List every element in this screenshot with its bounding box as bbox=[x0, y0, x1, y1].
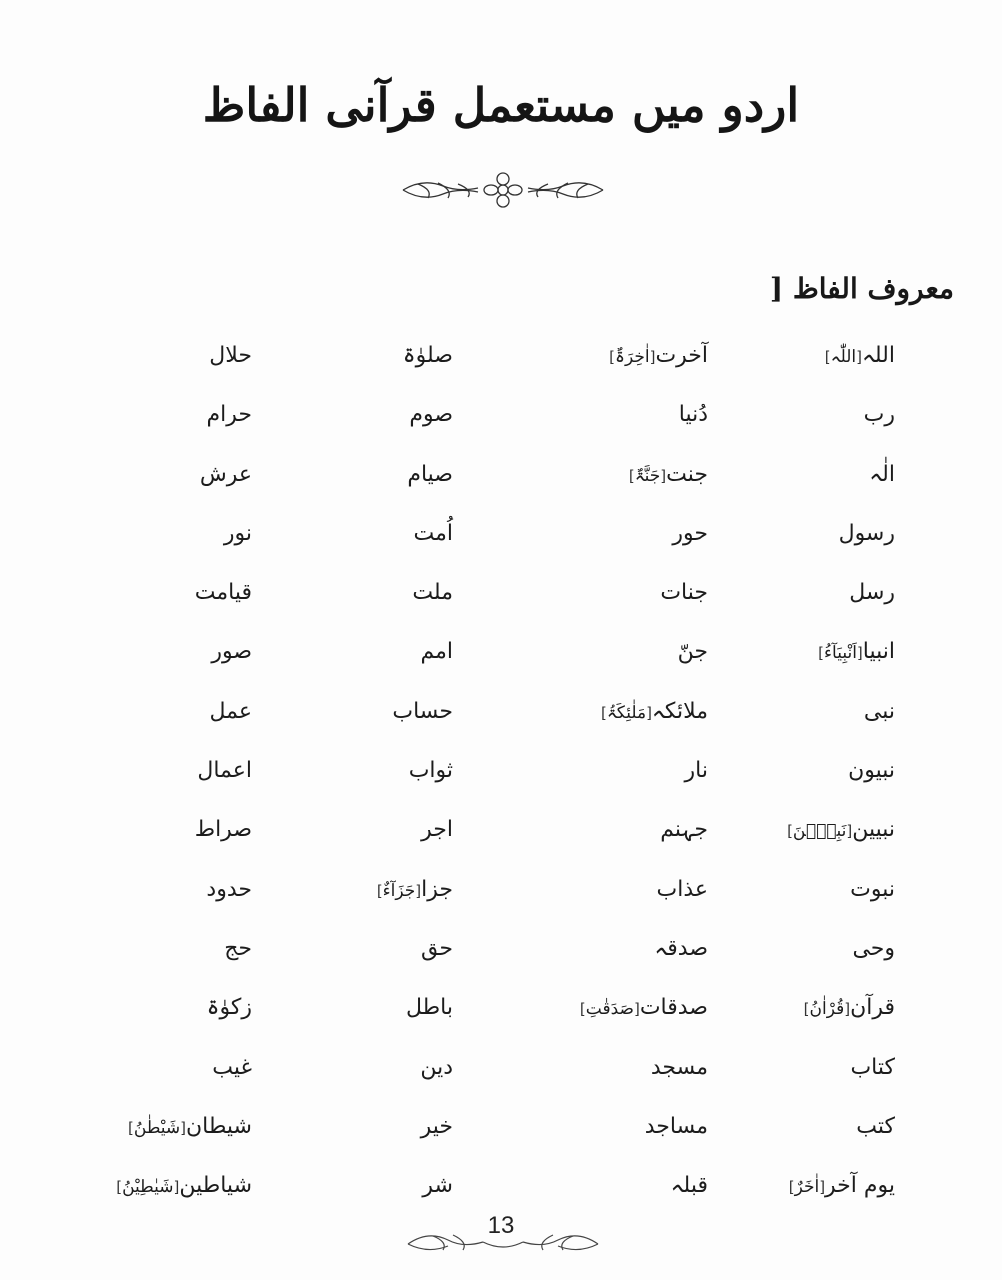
urdu-word: حرام bbox=[206, 402, 252, 428]
bracket-close: ] bbox=[818, 644, 825, 663]
urdu-word: صدقہ bbox=[654, 935, 708, 961]
section-heading: معروف الفاظ [ bbox=[769, 272, 954, 305]
word-cell bbox=[224, 514, 252, 554]
word-cell bbox=[654, 929, 708, 969]
word-cell bbox=[789, 1166, 895, 1207]
word-row bbox=[0, 632, 1002, 691]
urdu-word: جنات bbox=[660, 580, 708, 606]
word-row bbox=[0, 988, 1002, 1047]
word-cell bbox=[848, 751, 895, 791]
bracket-open: [ bbox=[649, 348, 656, 366]
urdu-word: الٰہ bbox=[869, 461, 895, 487]
word-cell bbox=[206, 870, 252, 910]
urdu-word: ثواب bbox=[408, 758, 453, 784]
word-cell bbox=[849, 573, 895, 613]
urdu-word: آخرت bbox=[655, 343, 708, 368]
bracket-open: [ bbox=[856, 644, 863, 663]
word-cell bbox=[839, 514, 895, 554]
urdu-word: صدقات bbox=[639, 995, 708, 1021]
urdu-word: عذاب bbox=[656, 876, 708, 902]
urdu-word: اعمال bbox=[197, 758, 252, 784]
urdu-word: شیاطین bbox=[179, 1173, 252, 1199]
quranic-spelling: اٰخِرَۃٌ bbox=[615, 347, 650, 367]
word-cell bbox=[850, 1048, 895, 1088]
urdu-word: دُنیا bbox=[678, 402, 708, 428]
word-row bbox=[0, 692, 1002, 751]
word-cell bbox=[869, 455, 895, 495]
word-cell bbox=[377, 870, 453, 911]
word-cell bbox=[407, 455, 453, 495]
word-cell bbox=[601, 692, 708, 733]
urdu-word: یوم آخر bbox=[825, 1173, 895, 1199]
bracket-open: [ bbox=[844, 1000, 851, 1019]
page-number: 13 bbox=[487, 1212, 515, 1239]
urdu-word: رب bbox=[863, 402, 895, 428]
quranic-spelling: مَلٰئِکَۃُ bbox=[606, 702, 647, 723]
word-cell bbox=[403, 336, 453, 376]
word-cell bbox=[421, 1107, 453, 1147]
quranic-spelling: شَیْطٰنُ bbox=[133, 1117, 181, 1138]
urdu-word: باطل bbox=[406, 995, 453, 1021]
bracket-open: [ bbox=[173, 1178, 180, 1197]
quranic-spelling: شَیٰطِیْنُ bbox=[122, 1177, 174, 1198]
quranic-spelling: نَبِیّٖنَ bbox=[792, 821, 847, 842]
urdu-word: رسل bbox=[849, 580, 895, 606]
urdu-word: مساجد bbox=[644, 1113, 708, 1139]
word-cell bbox=[660, 573, 708, 613]
quranic-spelling: صَدَقٰتِ bbox=[585, 999, 634, 1020]
word-cell bbox=[406, 988, 453, 1028]
word-cell bbox=[420, 632, 453, 672]
urdu-word: عرش bbox=[199, 461, 252, 487]
bracket-close: ] bbox=[824, 348, 831, 366]
word-cell bbox=[207, 395, 252, 435]
word-cell bbox=[685, 751, 708, 791]
urdu-word: جنت bbox=[666, 461, 708, 487]
word-cell bbox=[580, 988, 708, 1029]
urdu-word: انبیا bbox=[862, 639, 895, 665]
word-row bbox=[0, 870, 1002, 929]
bracket-open: [ bbox=[856, 348, 862, 366]
bracket-close: ] bbox=[788, 1178, 795, 1197]
urdu-word: صور bbox=[211, 639, 252, 665]
word-row bbox=[0, 395, 1002, 454]
urdu-word: صوم bbox=[409, 402, 453, 428]
urdu-word: شیطان bbox=[186, 1113, 252, 1139]
word-cell bbox=[679, 395, 708, 435]
word-row bbox=[0, 1048, 1002, 1107]
bracket-close: ] bbox=[803, 1000, 810, 1019]
urdu-word: نور bbox=[223, 520, 252, 546]
bracket-close: ] bbox=[787, 822, 793, 841]
urdu-word: نبیون bbox=[848, 758, 895, 784]
urdu-word: وحی bbox=[852, 935, 895, 961]
word-cell bbox=[195, 573, 252, 613]
word-cell bbox=[209, 336, 252, 376]
urdu-word: شر bbox=[422, 1173, 453, 1199]
word-cell bbox=[864, 692, 895, 732]
word-cell bbox=[852, 929, 895, 969]
word-cell bbox=[207, 988, 252, 1028]
word-cell bbox=[128, 1107, 252, 1148]
urdu-word: جنّ bbox=[677, 639, 708, 665]
word-cell bbox=[825, 336, 895, 377]
bracket-open: [ bbox=[660, 466, 667, 485]
word-cell bbox=[671, 1166, 708, 1206]
bracket-open: [ bbox=[819, 1178, 826, 1197]
urdu-word: اللہ bbox=[862, 343, 895, 368]
word-row bbox=[0, 810, 1002, 869]
urdu-word: کتاب bbox=[850, 1054, 895, 1080]
quranic-spelling: اَنْبِیَآءُ bbox=[824, 643, 857, 664]
urdu-word: نار bbox=[684, 758, 708, 784]
word-cell bbox=[414, 514, 454, 554]
urdu-word: ملائکہ bbox=[651, 698, 708, 724]
urdu-word: حدود bbox=[206, 876, 252, 902]
urdu-word: حق bbox=[421, 935, 453, 961]
bracket-open: [ bbox=[415, 881, 422, 900]
word-cell bbox=[672, 514, 708, 554]
word-cell bbox=[212, 1048, 252, 1088]
bracket-open: [ bbox=[846, 822, 853, 841]
urdu-word: حلال bbox=[209, 343, 252, 368]
urdu-word: امم bbox=[420, 639, 453, 665]
urdu-word: جہنم bbox=[660, 817, 708, 843]
urdu-word: دین bbox=[420, 1054, 453, 1080]
bracket-close: ] bbox=[116, 1178, 123, 1197]
floral-ornament-icon bbox=[398, 170, 608, 210]
word-cell bbox=[678, 632, 708, 672]
word-cell bbox=[651, 1048, 708, 1088]
urdu-word: حور bbox=[672, 520, 708, 546]
urdu-word: حج bbox=[224, 935, 252, 961]
word-cell bbox=[645, 1107, 708, 1147]
word-cell bbox=[116, 1166, 252, 1207]
urdu-word: عمل bbox=[209, 698, 252, 724]
urdu-word: جزا bbox=[421, 876, 453, 902]
urdu-word: اُمت bbox=[413, 520, 453, 546]
urdu-word: زکوٰۃ bbox=[206, 995, 252, 1021]
urdu-word: ملت bbox=[412, 580, 453, 606]
word-row bbox=[0, 336, 1002, 395]
bracket-open: [ bbox=[633, 1000, 640, 1019]
word-cell bbox=[657, 870, 709, 910]
quranic-spelling: اللّٰہ bbox=[830, 347, 857, 367]
urdu-word: حساب bbox=[392, 698, 453, 724]
word-row bbox=[0, 751, 1002, 810]
word-cell bbox=[864, 395, 895, 435]
word-cell bbox=[420, 1048, 453, 1088]
bracket-close: ] bbox=[600, 703, 607, 722]
word-row bbox=[0, 573, 1002, 632]
word-row bbox=[0, 455, 1002, 514]
urdu-word: قبلہ bbox=[670, 1173, 708, 1199]
word-cell bbox=[211, 632, 252, 672]
quranic-spelling: اٰخَرٌ bbox=[794, 1177, 820, 1198]
urdu-word: قیامت bbox=[194, 580, 252, 606]
bracket-close: ] bbox=[128, 1118, 134, 1137]
word-cell bbox=[421, 810, 453, 850]
word-cell bbox=[224, 929, 252, 969]
word-cell bbox=[409, 395, 453, 435]
word-grid bbox=[0, 336, 1002, 1225]
word-cell bbox=[856, 1107, 895, 1147]
word-cell bbox=[421, 929, 453, 969]
urdu-word: اجر bbox=[421, 817, 453, 843]
urdu-word: غیب bbox=[212, 1054, 252, 1080]
word-cell bbox=[609, 336, 708, 377]
word-cell bbox=[197, 751, 252, 791]
word-row bbox=[0, 514, 1002, 573]
urdu-word: صلوٰۃ bbox=[402, 343, 453, 368]
word-cell bbox=[209, 692, 252, 732]
bracket-open: [ bbox=[180, 1118, 187, 1137]
urdu-word: خیر bbox=[420, 1113, 453, 1139]
urdu-word: قرآن bbox=[850, 995, 895, 1021]
urdu-word: مسجد bbox=[650, 1054, 708, 1080]
bracket-close: ] bbox=[579, 1000, 586, 1019]
urdu-word: نبیین bbox=[852, 817, 895, 843]
quranic-spelling: جَنَّۃٌ bbox=[634, 465, 661, 486]
bracket-close: ] bbox=[609, 348, 615, 366]
urdu-word: کتب bbox=[856, 1113, 895, 1139]
word-cell bbox=[422, 1166, 453, 1206]
word-cell bbox=[804, 988, 895, 1029]
urdu-word: نبوت bbox=[850, 876, 895, 902]
word-cell bbox=[850, 870, 895, 910]
word-cell bbox=[409, 751, 453, 791]
word-row bbox=[0, 1107, 1002, 1166]
word-row bbox=[0, 929, 1002, 988]
word-cell bbox=[629, 455, 708, 496]
bracket-close: ] bbox=[376, 881, 383, 900]
word-cell bbox=[392, 692, 453, 732]
word-cell bbox=[200, 455, 252, 495]
word-cell bbox=[412, 573, 453, 613]
page-title: اردو میں مستعمل قرآنی الفاظ bbox=[202, 78, 800, 132]
urdu-word: نبی bbox=[863, 698, 895, 724]
bracket-open: [ bbox=[646, 703, 652, 722]
word-cell bbox=[787, 810, 895, 851]
quranic-spelling: جَزَآءٌ bbox=[382, 880, 416, 901]
bracket-close: ] bbox=[628, 466, 635, 485]
urdu-word: صیام bbox=[407, 461, 453, 487]
word-cell bbox=[818, 632, 895, 673]
word-cell bbox=[660, 810, 708, 850]
urdu-word: صراط bbox=[194, 817, 252, 843]
word-cell bbox=[195, 810, 252, 850]
urdu-word: رسول bbox=[838, 520, 895, 546]
quranic-spelling: قُرْاٰنُ bbox=[809, 999, 845, 1020]
